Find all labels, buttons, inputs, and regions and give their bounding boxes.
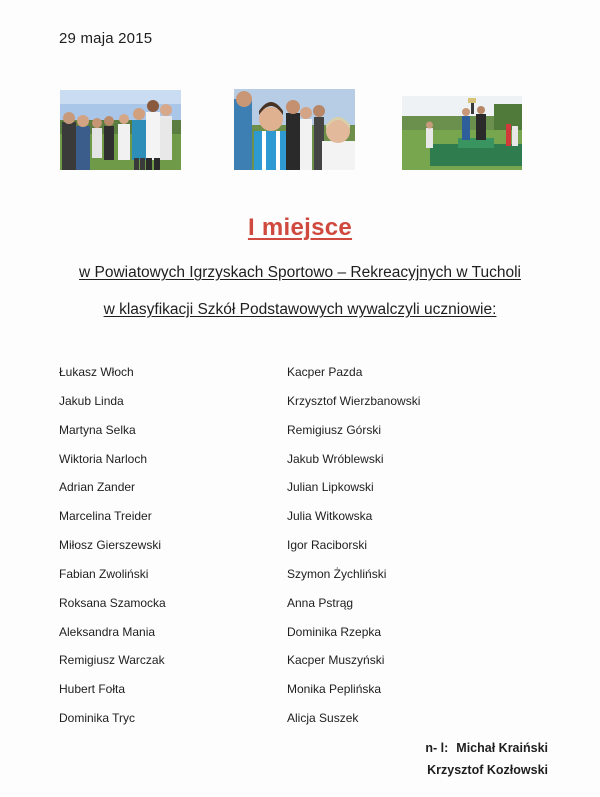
student-name: Aleksandra Mania [59,624,156,639]
photo-strip [0,0,600,180]
students-list-left [59,364,166,739]
student-name: Remigiusz Warczak [59,653,165,668]
student-name: Jakub Wróblewski [287,451,384,466]
student-name: Krzysztof Wierzbanowski [287,393,421,408]
student-name: Marcelina Treider [59,509,152,524]
student-name: Dominika Tryc [59,711,136,726]
signature-prefix: n- l: [425,741,449,755]
student-name: Julia Witkowska [287,509,373,524]
student-name: Julian Lipkowski [287,480,374,495]
photo-podium [402,96,522,170]
teachers-signature [425,737,548,781]
student-name: Dominika Rzepka [287,624,382,639]
student-name: Remigiusz Górski [287,422,382,437]
teacher-name: Michał Kraiński [456,741,548,755]
student-name: Hubert Fołta [59,682,126,697]
document-date: 29 maja 2015 [59,30,153,47]
student-name: Szymon Żychliński [287,566,387,581]
student-name: Jakub Linda [59,393,124,408]
student-name: Martyna Selka [59,422,136,437]
student-name: Kacper Pazda [287,365,363,379]
student-name: Łukasz Włoch [59,365,134,379]
student-name: Roksana Szamocka [59,595,166,610]
student-name: Igor Raciborski [287,538,368,553]
photo-medal-ceremony [234,89,355,170]
students-list-right [287,364,420,739]
title-first-place: I miejsce [247,214,353,241]
student-name: Wiktoria Narloch [59,451,148,466]
student-name: Miłosz Gierszewski [59,538,162,553]
subtitle-competition: w Powiatowych Igrzyskach Sportowo – Rekreacyjnych w Tucholi [79,264,521,281]
photo-group-athletes [60,90,181,170]
student-name: Anna Pstrąg [287,595,354,610]
student-name: Monika Peplińska [287,682,382,697]
subtitle-classification: w klasyfikacji Szkół Podstawowych wywalczyli uczniowie: [103,301,497,318]
student-name: Kacper Muszyński [287,653,385,668]
signature-line-2 [425,759,548,781]
student-name: Fabian Zwoliński [59,566,149,581]
signature-line-1 [425,737,548,759]
student-name: Alicja Suszek [287,711,359,726]
student-name: Adrian Zander [59,480,136,495]
teacher-name: Krzysztof Kozłowski [427,763,548,777]
